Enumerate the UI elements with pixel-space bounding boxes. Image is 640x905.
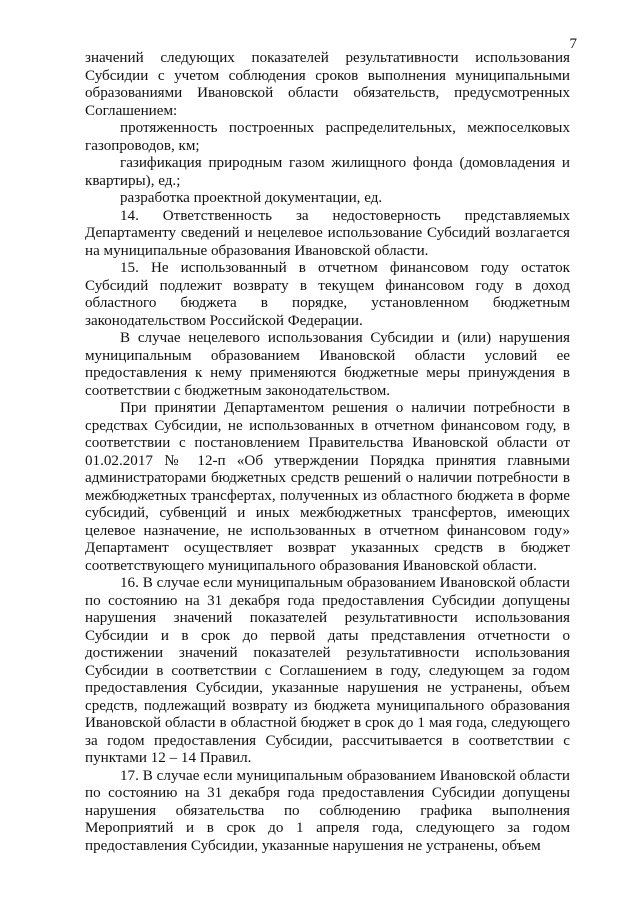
paragraph-list-item-gasification: газификация природным газом жилищного фонда (домовладения и квартиры), ед.; bbox=[85, 155, 570, 189]
paragraph-continuation: значений следующих показателей результативности использования Субсидии с учетом соблюдения сроков выполнения муниципальными образованиями Ивановской области обязательств, предусмотренных Соглашением: bbox=[85, 50, 570, 119]
paragraph-clause-16: 16. В случае если муниципальным образованием Ивановской области по состоянию на 31 декабря года предоставления Субсидии допущены нарушения значений показателей результативности использования Субсидии и в срок до первой даты представления отчетности о достижении значений показателей результативности использования Субсидии в соответствии с Соглашением в году, следующем за годом предоставления Субсидии, указанные нарушения не устранены, объем средств, подлежащий возврату из бюджета муниципального образования Ивановской области в областной бюджет в срок до 1 мая года, следующего за годом предоставления Субсидии, рассчитывается в соответствии с пунктами 12 – 14 Правил. bbox=[85, 575, 570, 766]
paragraph-list-item-design-docs: разработка проектной документации, ед. bbox=[120, 190, 383, 206]
paragraph-clause-14: 14. Ответственность за недостоверность представляемых Департаменту сведений и нецелевое использование Субсидий возлагается на муниципальные образования Ивановской области. bbox=[85, 207, 570, 259]
paragraph-list-item-pipelines: протяженность построенных распределительных, межпоселковых газопроводов, км; bbox=[85, 120, 570, 154]
paragraph-department-decision: При принятии Департаментом решения о наличии потребности в средствах Субсидии, не использованных в отчетном финансовом году, в соответствии с постановлением Правительства Ивановской области от 01.02.2017 № 12-п «Об утверждении Порядка принятия главными администраторами бюджетных средств решений о наличии потребности в межбюджетных трансфертах, полученных из областного бюджета в форме субсидий, субвенций и иных межбюджетных трансфертов, имеющих целевое назначение, не использованных в отчетном финансовом году» Департамент осуществляет возврат указанных средств в бюджет соответствующего муниципального образования Ивановской области. bbox=[85, 400, 570, 574]
paragraph-clause-15: 15. Не использованный в отчетном финансовом году остаток Субсидий подлежит возврату в текущем финансовом году в доход областного бюджета в порядке, установленном бюджетным законодательством Российской Федерации. bbox=[85, 260, 570, 329]
paragraph-clause-17: 17. В случае если муниципальным образованием Ивановской области по состоянию на 31 декабря года предоставления Субсидии допущены нарушения обязательства по соблюдению графика выполнения Мероприятий и в срок до 1 апреля года, следующего за годом предоставления Субсидии, указанные нарушения не устранены, объем bbox=[85, 767, 570, 854]
paragraph-misuse: В случае нецелевого использования Субсидии и (или) нарушения муниципальным образованием Ивановской области условий ее предоставления к нему применяются бюджетные меры принуждения в соответствии с бюджетным законодательством. bbox=[85, 330, 570, 399]
page-number: 7 bbox=[569, 36, 577, 52]
document-body bbox=[85, 50, 570, 855]
